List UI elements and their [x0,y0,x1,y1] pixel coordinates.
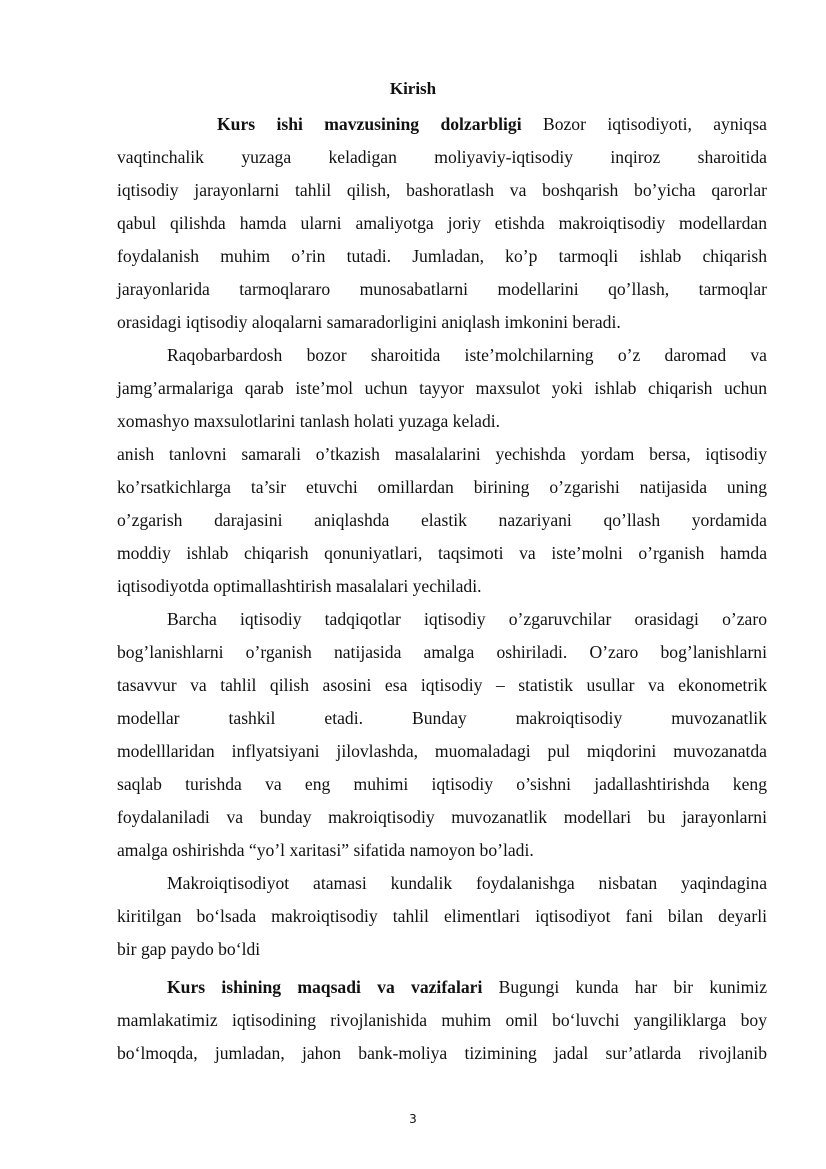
paragraph-4-line-8: amalga oshirishda “yo’l xaritasi” sifatida namoyon bo’ladi. [117,840,534,860]
paragraph-1-line-2: vaqtinchalik yuzaga keladigan moliyaviy-iqtisodiy inqiroz sharoitida [117,147,767,167]
paragraph-6-line-1-text: Bugungi kunda har bir kunimiz [482,977,767,997]
paragraph-3-line-2: ko’rsatkichlarga ta’sir etuvchi omillardan birining o’zgarishi natijasida uning [117,477,767,497]
paragraph-3-line-4: moddiy ishlab chiqarish qonuniyatlari, taqsimoti va iste’molni o’rganish hamda [117,543,767,563]
paragraph-1-line-3: iqtisodiy jarayonlarni tahlil qilish, bashoratlash va boshqarish bo’yicha qarorlar [117,180,767,200]
paragraph-4-line-4: modellar tashkil etadi. Bunday makroiqtisodiy muvozanatlik [117,708,767,728]
paragraph-1-line-5: foydalanish muhim o’rin tutadi. Jumladan, ko’p tarmoqli ishlab chiqarish [117,246,767,266]
paragraph-3-line-3: o’zgarish darajasini aniqlashda elastik nazariyani qo’llash yordamida [117,510,767,530]
paragraph-5-line-1: Makroiqtisodiyot atamasi kundalik foydalanishga nisbatan yaqindagina [167,873,767,893]
paragraph-2-line-3: xomashyo maxsulotlarini tanlash holati yuzaga keladi. [117,411,501,431]
paragraph-4-line-7: foydalaniladi va bunday makroiqtisodiy muvozanatlik modellari bu jarayonlarni [117,807,767,827]
page-number: 3 [409,1112,417,1126]
paragraph-4-line-1: Barcha iqtisodiy tadqiqotlar iqtisodiy o’zgaruvchilar orasidagi o’zaro [167,609,767,629]
paragraph-4-line-3: tasavvur va tahlil qilish asosini esa iqtisodiy – statistik usullar va ekonometrik [117,675,767,695]
paragraph-4-line-2: bog’lanishlarni o’rganish natijasida amalga oshiriladi. O’zaro bog’lanishlarni [117,642,767,662]
paragraph-5-line-2: kiritilgan bo‘lsada makroiqtisodiy tahlil elimentlari iqtisodiyot fani bilan deyarli [117,906,767,926]
paragraph-1-line-4: qabul qilishda hamda ularni amaliyotga joriy etishda makroiqtisodiy modellardan [117,213,767,233]
paragraph-4-line-6: saqlab turishda va eng muhimi iqtisodiy o’sishni jadallashtirishda keng [117,774,767,794]
paragraph-5-line-3: bir gap paydo bo‘ldi [117,939,261,959]
page-title: Kirish [389,79,437,98]
paragraph-1-line-1 [217,112,767,136]
paragraph-6-line-2: mamlakatimiz iqtisodining rivojlanishida muhim omil bo‘luvchi yangiliklarga boy [117,1010,767,1030]
section-heading-goals: Kurs ishining maqsadi va vazifalari [167,977,483,997]
paragraph-3-line-1: anish tanlovni samarali o’tkazish masalalarini yechishda yordam bersa, iqtisodiy [117,444,767,464]
paragraph-2-line-2: jamg’armalariga qarab iste’mol uchun tayyor maxsulot yoki ishlab chiqarish uchun [117,378,767,398]
paragraph-6-line-1 [167,975,767,999]
section-heading-relevance: Kurs ishi mavzusining dolzarbligi [217,114,522,134]
paragraph-3-line-5: iqtisodiyotda optimallashtirish masalalari yechiladi. [117,576,482,596]
paragraph-4-line-5: modelllaridan inflyatsiyani jilovlashda, muomaladagi pul miqdorini muvozanatda [117,741,767,761]
paragraph-1-line-7: orasidagi iqtisodiy aloqalarni samaradorligini aniqlash imkonini beradi. [117,312,621,332]
paragraph-1-line-1-text: Bozor iqtisodiyoti, ayniqsa [521,114,767,134]
paragraph-1-line-6: jarayonlarida tarmoqlararo munosabatlarni modellarini qo’llash, tarmoqlar [117,279,767,299]
paragraph-2-line-1: Raqobarbardosh bozor sharoitida iste’molchilarning o’z daromad va [167,345,767,365]
paragraph-6-line-3: bo‘lmoqda, jumladan, jahon bank-moliya tizimining jadal sur’atlarda rivojlanib [117,1043,767,1063]
